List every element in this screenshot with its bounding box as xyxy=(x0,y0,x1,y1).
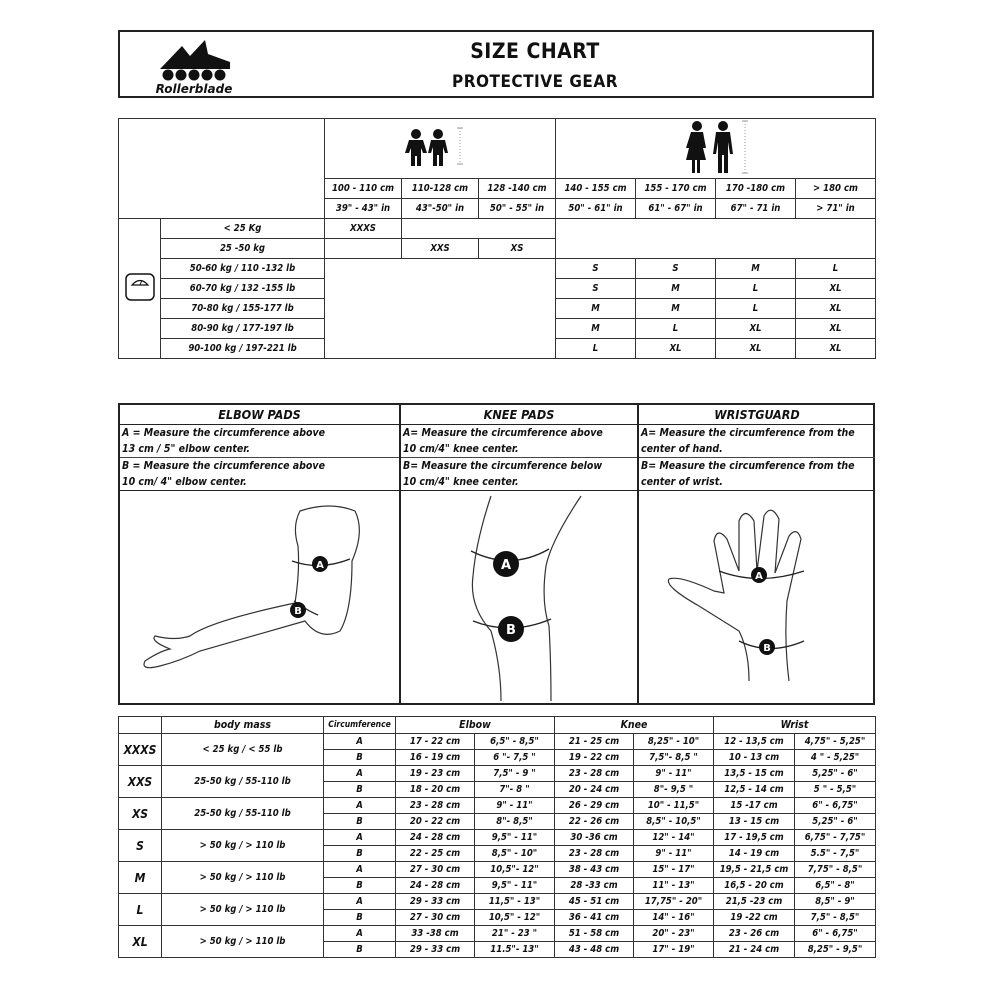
mass-label: > 50 kg / > 110 lb xyxy=(162,830,324,862)
measure-cell: 9" - 11" xyxy=(634,766,714,782)
measure-cell: 10,5" - 12" xyxy=(475,910,555,926)
wrist-title: WRISTGUARD xyxy=(639,405,875,425)
table-row xyxy=(119,830,876,846)
measure-cell: 23 - 28 cm xyxy=(396,798,475,814)
size-label: L xyxy=(119,894,162,926)
measure-cell: 6" - 6,75" xyxy=(795,926,876,942)
knee-leg-illustration xyxy=(401,491,637,705)
height-in-cell: 61" - 67" in xyxy=(636,199,716,219)
measure-cell: 29 - 33 cm xyxy=(396,894,475,910)
circumference-label: A xyxy=(324,926,396,942)
kids-figures-icon xyxy=(400,126,480,168)
elbow-arm-illustration xyxy=(120,491,399,705)
measure-cell: 16,5 - 20 cm xyxy=(714,878,795,894)
height-cm-cell: > 180 cm xyxy=(796,179,876,199)
measure-cell: 23 - 26 cm xyxy=(714,926,795,942)
size-cell: XS xyxy=(479,239,556,259)
circumference-label: B xyxy=(324,878,396,894)
circumference-label: B xyxy=(324,750,396,766)
measure-cell: 20" - 23" xyxy=(634,926,714,942)
measure-cell: 13,5 - 15 cm xyxy=(714,766,795,782)
empty-kids-block xyxy=(325,259,556,359)
measure-cell: 18 - 20 cm xyxy=(396,782,475,798)
height-cm-cell: 155 - 170 cm xyxy=(636,179,716,199)
size-cell: M xyxy=(556,319,636,339)
height-in-cell: 50" - 61" in xyxy=(556,199,636,219)
measure-cell: 9,5" - 11" xyxy=(475,878,555,894)
height-cm-cell: 170 -180 cm xyxy=(716,179,796,199)
size-cell: XL xyxy=(716,319,796,339)
wrist-a-line1: A= Measure the circumference from the xyxy=(641,427,855,439)
circumference-label: A xyxy=(324,830,396,846)
mass-label: < 25 kg / < 55 lb xyxy=(162,734,324,766)
wrist-column xyxy=(639,405,875,703)
measure-cell: 6,75" - 7,75" xyxy=(795,830,876,846)
measure-cell: 10" - 11,5" xyxy=(634,798,714,814)
height-cm-cell: 140 - 155 cm xyxy=(556,179,636,199)
size-label: XXS xyxy=(119,766,162,798)
measure-cell: 17 - 22 cm xyxy=(396,734,475,750)
measure-cell: 21 - 24 cm xyxy=(714,942,795,958)
measure-cell: 14 - 19 cm xyxy=(714,846,795,862)
measure-cell: 14" - 16" xyxy=(634,910,714,926)
size-cell: XL xyxy=(796,319,876,339)
measure-cell: 19 - 23 cm xyxy=(396,766,475,782)
weight-label: 90-100 kg / 197-221 lb xyxy=(161,339,325,359)
measure-cell: 19 - 22 cm xyxy=(555,750,634,766)
measure-cell: 21,5 -23 cm xyxy=(714,894,795,910)
mass-label: > 50 kg / > 110 lb xyxy=(162,862,324,894)
measure-cell: 29 - 33 cm xyxy=(396,942,475,958)
measure-cell: 11.5"- 13" xyxy=(475,942,555,958)
circ-header: Circumference xyxy=(324,717,396,734)
circumference-label: A xyxy=(324,894,396,910)
measure-cell: 23 - 28 cm xyxy=(555,766,634,782)
measure-cell: 4,75" - 5,25" xyxy=(795,734,876,750)
weight-label: 25 -50 kg xyxy=(161,239,325,259)
measure-cell: 24 - 28 cm xyxy=(396,878,475,894)
circumference-label: B xyxy=(324,782,396,798)
mass-label: 25-50 kg / 55-110 lb xyxy=(162,798,324,830)
measure-cell: 10 - 13 cm xyxy=(714,750,795,766)
measure-cell: 8,5" - 10,5" xyxy=(634,814,714,830)
measure-cell: 13 - 15 cm xyxy=(714,814,795,830)
knee-column xyxy=(401,405,637,703)
measure-cell: 8,5" - 10" xyxy=(475,846,555,862)
measure-cell: 5.5" - 7,5" xyxy=(795,846,876,862)
measure-cell: 7,75" - 8,5" xyxy=(795,862,876,878)
measure-cell: 22 - 25 cm xyxy=(396,846,475,862)
size-cell: M xyxy=(716,259,796,279)
mass-label: 25-50 kg / 55-110 lb xyxy=(162,766,324,798)
table-row xyxy=(119,894,876,910)
measure-cell: 15" - 17" xyxy=(634,862,714,878)
height-cm-cell: 100 - 110 cm xyxy=(325,179,402,199)
measure-cell: 9" - 11" xyxy=(634,846,714,862)
wrist-header: Wrist xyxy=(714,717,876,734)
measure-cell: 28 -33 cm xyxy=(555,878,634,894)
height-cm-cell: 128 -140 cm xyxy=(479,179,556,199)
elbow-a-line2: 13 cm / 5" elbow center. xyxy=(120,441,399,458)
measure-cell: 45 - 51 cm xyxy=(555,894,634,910)
svg-text:A: A xyxy=(755,571,763,582)
measure-cell: 5,25" - 6" xyxy=(795,814,876,830)
height-in-cell: 50" - 55" in xyxy=(479,199,556,219)
page-title: SIZE CHART xyxy=(470,39,600,63)
measure-cell: 12 - 13,5 cm xyxy=(714,734,795,750)
size-cell: XL xyxy=(636,339,716,359)
measure-cell: 19 -22 cm xyxy=(714,910,795,926)
measure-cell: 7"- 8 " xyxy=(475,782,555,798)
measure-cell: 8"- 8,5" xyxy=(475,814,555,830)
empty-corner xyxy=(119,119,325,219)
table-row xyxy=(119,766,876,782)
size-measure-table xyxy=(118,716,876,958)
table-row xyxy=(119,798,876,814)
measure-cell: 9" - 11" xyxy=(475,798,555,814)
size-cell: XL xyxy=(796,299,876,319)
size-table-body xyxy=(119,734,876,958)
circumference-label: A xyxy=(324,798,396,814)
size-cell: M xyxy=(636,279,716,299)
circumference-label: B xyxy=(324,846,396,862)
kids-icon-cell xyxy=(325,119,556,179)
height-in-cell: 39" - 43" in xyxy=(325,199,402,219)
measure-cell: 16 - 19 cm xyxy=(396,750,475,766)
size-cell: XL xyxy=(796,279,876,299)
height-in-cell: > 71" in xyxy=(796,199,876,219)
measure-cell: 33 -38 cm xyxy=(396,926,475,942)
knee-header: Knee xyxy=(555,717,714,734)
size-cell: XL xyxy=(796,339,876,359)
measure-cell: 19,5 - 21,5 cm xyxy=(714,862,795,878)
height-weight-table xyxy=(118,118,876,359)
size-cell: L xyxy=(636,319,716,339)
size-cell: S xyxy=(636,259,716,279)
knee-title: KNEE PADS xyxy=(401,405,637,425)
circumference-label: B xyxy=(324,814,396,830)
size-label: XS xyxy=(119,798,162,830)
weight-label: 70-80 kg / 155-177 lb xyxy=(161,299,325,319)
measure-panel xyxy=(118,403,875,705)
measure-cell: 21 - 25 cm xyxy=(555,734,634,750)
height-cm-cell: 110-128 cm xyxy=(402,179,479,199)
size-cell xyxy=(402,219,556,239)
measure-cell: 43 - 48 cm xyxy=(555,942,634,958)
measure-cell: 12" - 14" xyxy=(634,830,714,846)
measure-cell: 8,5" - 9" xyxy=(795,894,876,910)
measure-cell: 6" - 6,75" xyxy=(795,798,876,814)
knee-b-line2: 10 cm/4" knee center. xyxy=(401,474,637,491)
adults-icon-cell xyxy=(556,119,876,179)
measure-cell: 7,5"- 8,5 " xyxy=(634,750,714,766)
size-cell: XL xyxy=(716,339,796,359)
circumference-label: A xyxy=(324,734,396,750)
measure-cell: 36 - 41 cm xyxy=(555,910,634,926)
svg-text:B: B xyxy=(506,623,516,638)
knee-a-line1: A= Measure the circumference above xyxy=(403,427,603,439)
measure-cell: 23 - 28 cm xyxy=(555,846,634,862)
wrist-hand-illustration xyxy=(639,491,875,705)
measure-cell: 15 -17 cm xyxy=(714,798,795,814)
circumference-label: A xyxy=(324,766,396,782)
measure-cell: 6,5" - 8,5" xyxy=(475,734,555,750)
table-row xyxy=(119,926,876,942)
weight-label: 50-60 kg / 110 -132 lb xyxy=(161,259,325,279)
size-label: XXXS xyxy=(119,734,162,766)
circumference-label: A xyxy=(324,862,396,878)
elbow-header: Elbow xyxy=(396,717,555,734)
elbow-a-line1: A = Measure the circumference above xyxy=(122,427,326,439)
svg-text:Rollerblade: Rollerblade xyxy=(155,82,233,96)
measure-cell: 21" - 23 " xyxy=(475,926,555,942)
mass-header: body mass xyxy=(162,717,324,734)
size-cell: L xyxy=(796,259,876,279)
measure-cell: 8,25" - 9,5" xyxy=(795,942,876,958)
measure-cell: 20 - 22 cm xyxy=(396,814,475,830)
size-cell: L xyxy=(556,339,636,359)
elbow-b-line1: B = Measure the circumference above xyxy=(122,460,325,472)
elbow-b-line2: 10 cm/ 4" elbow center. xyxy=(120,474,399,491)
header-box xyxy=(118,30,874,98)
size-header-empty xyxy=(119,717,162,734)
measure-cell: 17" - 19" xyxy=(634,942,714,958)
measure-cell: 9,5" - 11" xyxy=(475,830,555,846)
circumference-label: B xyxy=(324,942,396,958)
size-cell: XXXS xyxy=(325,219,402,239)
scale-icon-cell xyxy=(119,219,161,359)
svg-text:A: A xyxy=(316,560,324,571)
measure-cell: 7,5" - 9 " xyxy=(475,766,555,782)
measure-cell: 11" - 13" xyxy=(634,878,714,894)
size-cell: S xyxy=(556,259,636,279)
measure-cell: 7,5" - 8,5" xyxy=(795,910,876,926)
height-in-cell: 43"-50" in xyxy=(402,199,479,219)
size-label: M xyxy=(119,862,162,894)
weight-scale-icon xyxy=(124,272,156,302)
wrist-b-line2: center of wrist. xyxy=(639,474,875,491)
height-in-cell: 67" - 71 in xyxy=(716,199,796,219)
knee-b-line1: B= Measure the circumference below xyxy=(403,460,603,472)
svg-text:B: B xyxy=(294,606,302,617)
page-subtitle: PROTECTIVE GEAR xyxy=(452,72,618,92)
measure-cell: 5,25" - 6" xyxy=(795,766,876,782)
measure-cell: 27 - 30 cm xyxy=(396,910,475,926)
measure-cell: 10,5"- 12" xyxy=(475,862,555,878)
elbow-title: ELBOW PADS xyxy=(120,405,399,425)
weight-label: < 25 Kg xyxy=(161,219,325,239)
size-label: S xyxy=(119,830,162,862)
elbow-column xyxy=(120,405,399,703)
weight-label: 80-90 kg / 177-197 lb xyxy=(161,319,325,339)
mass-label: > 50 kg / > 110 lb xyxy=(162,926,324,958)
measure-cell: 27 - 30 cm xyxy=(396,862,475,878)
measure-cell: 30 -36 cm xyxy=(555,830,634,846)
size-label: XL xyxy=(119,926,162,958)
mass-label: > 50 kg / > 110 lb xyxy=(162,894,324,926)
size-cell xyxy=(556,219,876,259)
measure-cell: 4 " - 5,25" xyxy=(795,750,876,766)
measure-cell: 8,25" - 10" xyxy=(634,734,714,750)
size-cell: L xyxy=(716,299,796,319)
svg-text:B: B xyxy=(763,643,771,654)
size-cell: M xyxy=(636,299,716,319)
wrist-b-line1: B= Measure the circumference from the xyxy=(641,460,855,472)
measure-cell: 24 - 28 cm xyxy=(396,830,475,846)
measure-cell: 26 - 29 cm xyxy=(555,798,634,814)
knee-a-line2: 10 cm/4" knee center. xyxy=(401,441,637,458)
measure-cell: 5 " - 5,5" xyxy=(795,782,876,798)
measure-cell: 17,75" - 20" xyxy=(634,894,714,910)
measure-cell: 11,5" - 13" xyxy=(475,894,555,910)
measure-cell: 17 - 19,5 cm xyxy=(714,830,795,846)
svg-text:A: A xyxy=(500,558,512,573)
measure-cell: 12,5 - 14 cm xyxy=(714,782,795,798)
weight-label: 60-70 kg / 132 -155 lb xyxy=(161,279,325,299)
size-cell: L xyxy=(716,279,796,299)
size-cell xyxy=(325,239,402,259)
rollerblade-logo xyxy=(130,36,255,96)
measure-cell: 20 - 24 cm xyxy=(555,782,634,798)
table-row xyxy=(119,734,876,750)
size-cell: XXS xyxy=(402,239,479,259)
size-cell: S xyxy=(556,279,636,299)
measure-cell: 51 - 58 cm xyxy=(555,926,634,942)
measure-cell: 22 - 26 cm xyxy=(555,814,634,830)
table-row xyxy=(119,862,876,878)
measure-cell: 38 - 43 cm xyxy=(555,862,634,878)
adult-figures-icon xyxy=(671,119,761,175)
size-cell: M xyxy=(556,299,636,319)
circumference-label: B xyxy=(324,910,396,926)
measure-cell: 8"- 9,5 " xyxy=(634,782,714,798)
measure-cell: 6 "- 7,5 " xyxy=(475,750,555,766)
measure-cell: 6,5" - 8" xyxy=(795,878,876,894)
wrist-a-line2: center of hand. xyxy=(639,441,875,458)
